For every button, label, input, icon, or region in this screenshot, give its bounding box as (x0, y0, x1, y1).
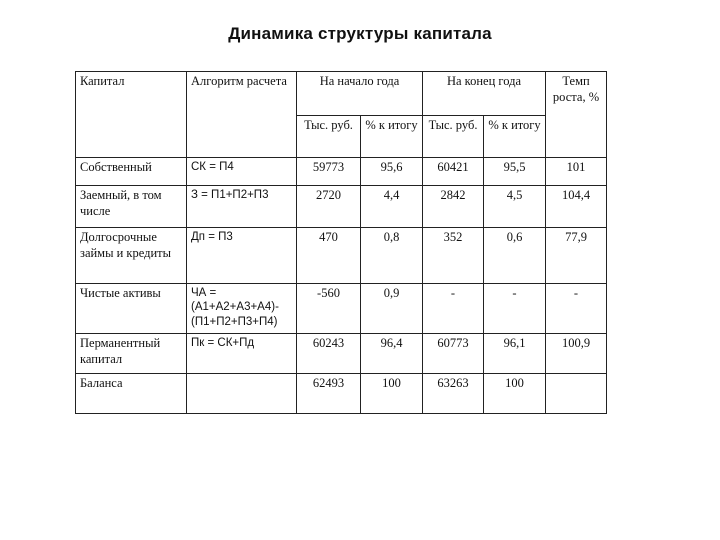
row-name: Заемный, в том числе (76, 186, 187, 228)
row-start-rub: 470 (297, 228, 361, 284)
capital-table (75, 71, 607, 414)
row-start-pct: 100 (361, 374, 423, 414)
header-start-thous-rub: Тыс. руб. (297, 116, 361, 158)
row-formula: ЧА = (А1+А2+А3+А4)-(П1+П2+П3+П4) (187, 284, 297, 334)
table-row (76, 284, 607, 334)
header-algorithm: Алгоритм расчета (187, 72, 297, 158)
row-start-rub: 59773 (297, 158, 361, 186)
row-start-rub: -560 (297, 284, 361, 334)
row-end-pct: 100 (484, 374, 546, 414)
row-name: Собственный (76, 158, 187, 186)
page-title: Динамика структуры капитала (228, 24, 492, 43)
row-end-pct: 0,6 (484, 228, 546, 284)
row-end-rub: 63263 (423, 374, 484, 414)
row-name: Долгосрочные займы и кредиты (76, 228, 187, 284)
row-start-pct: 0,8 (361, 228, 423, 284)
header-growth-rate: Темп роста, % (546, 72, 607, 158)
row-formula: Пк = СК+Пд (187, 334, 297, 374)
table-row (76, 228, 607, 284)
row-end-rub: 2842 (423, 186, 484, 228)
row-growth: 77,9 (546, 228, 607, 284)
row-end-rub: 60773 (423, 334, 484, 374)
header-end-thous-rub: Тыс. руб. (423, 116, 484, 158)
row-growth: - (546, 284, 607, 334)
header-capital: Капитал (76, 72, 187, 158)
row-name: Перманентный капитал (76, 334, 187, 374)
header-start-of-year: На начало года (297, 72, 423, 116)
row-start-pct: 0,9 (361, 284, 423, 334)
row-growth (546, 374, 607, 414)
row-end-rub: 352 (423, 228, 484, 284)
header-start-pct: % к итогу (361, 116, 423, 158)
row-growth: 104,4 (546, 186, 607, 228)
row-start-pct: 95,6 (361, 158, 423, 186)
row-growth: 101 (546, 158, 607, 186)
table-row (76, 334, 607, 374)
row-end-pct: 95,5 (484, 158, 546, 186)
row-start-rub: 62493 (297, 374, 361, 414)
table-row (76, 186, 607, 228)
row-end-rub: - (423, 284, 484, 334)
row-end-pct: - (484, 284, 546, 334)
table-row (76, 158, 607, 186)
row-end-rub: 60421 (423, 158, 484, 186)
row-end-pct: 4,5 (484, 186, 546, 228)
row-growth: 100,9 (546, 334, 607, 374)
row-start-rub: 60243 (297, 334, 361, 374)
row-formula: З = П1+П2+П3 (187, 186, 297, 228)
header-row-1 (76, 72, 607, 116)
row-start-rub: 2720 (297, 186, 361, 228)
header-end-pct: % к итогу (484, 116, 546, 158)
table-row (76, 374, 607, 414)
row-formula: Дп = П3 (187, 228, 297, 284)
row-formula (187, 374, 297, 414)
row-name: Баланса (76, 374, 187, 414)
row-start-pct: 4,4 (361, 186, 423, 228)
row-formula: СК = П4 (187, 158, 297, 186)
header-end-of-year: На конец года (423, 72, 546, 116)
row-end-pct: 96,1 (484, 334, 546, 374)
row-start-pct: 96,4 (361, 334, 423, 374)
row-name: Чистые активы (76, 284, 187, 334)
